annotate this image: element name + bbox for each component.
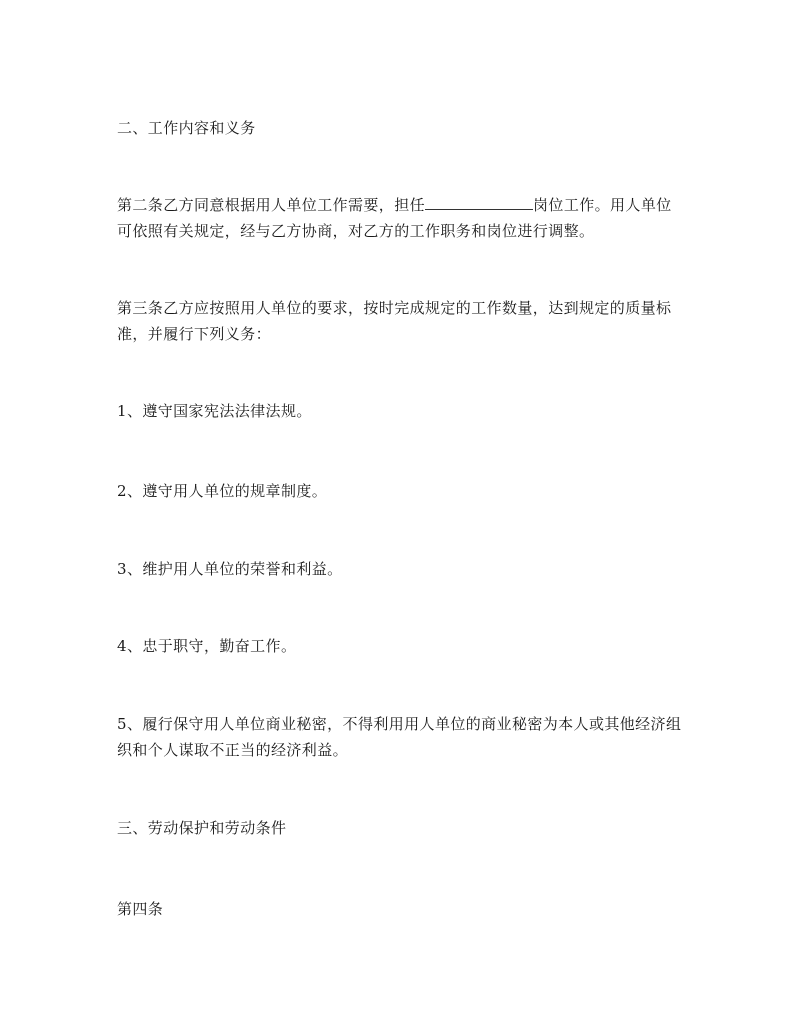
job-position-blank xyxy=(425,193,533,210)
obligation-item-3: 3、维护用人单位的荣誉和利益。 xyxy=(117,560,343,578)
section-two-heading: 二、工作内容和义务 xyxy=(117,119,256,137)
obligation-item-4: 4、忠于职守，勤奋工作。 xyxy=(117,637,297,655)
article-three: 第三条乙方应按照用人单位的要求，按时完成规定的工作数量，达到规定的质量标准，并履行下列义务： xyxy=(117,299,672,343)
obligation-item-1: 1、遵守国家宪法法律法规。 xyxy=(117,402,312,420)
obligation-item-2: 2、遵守用人单位的规章制度。 xyxy=(117,482,328,500)
section-three-heading: 三、劳动保护和劳动条件 xyxy=(117,819,287,837)
article-four: 第四条 xyxy=(117,900,164,918)
obligation-item-5: 5、履行保守用人单位商业秘密，不得利用用人单位的商业秘密为本人或其他经济组织和个人谋取不正当的经济利益。 xyxy=(117,715,682,759)
article-two-part1: 第二条乙方同意根据用人单位工作需要，担任 xyxy=(117,196,426,214)
article-two xyxy=(117,192,683,244)
article-two-part2: 岗位工作。用人单位可依照有关规定，经与乙方协商，对乙方的工作职务和岗位进行调整。 xyxy=(117,196,672,240)
